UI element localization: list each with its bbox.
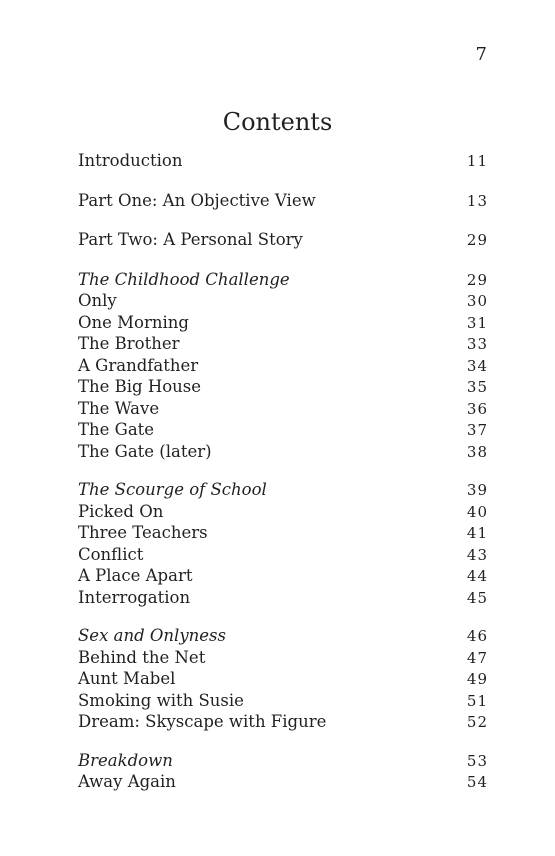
toc-entry-label: A Grandfather (78, 355, 199, 375)
toc-entry-a-grandfather[interactable] (78, 355, 488, 377)
toc-section-sex-and-onlyness[interactable] (78, 625, 488, 647)
table-of-contents (78, 150, 488, 793)
toc-entry-the-brother[interactable] (78, 333, 488, 355)
toc-entry-label: The Brother (78, 334, 180, 353)
toc-entry-label: Only (78, 291, 117, 310)
toc-entry-label: Introduction (78, 151, 183, 170)
section-spacer (78, 608, 488, 625)
toc-entry-label: Interrogation (78, 587, 191, 607)
toc-entry-page: 38 (466, 442, 488, 461)
toc-entry-page: 40 (466, 502, 488, 521)
toc-section-label: The Scourge of School (78, 480, 267, 499)
toc-entry-page: 36 (466, 399, 488, 418)
toc-entry-page: 29 (466, 231, 488, 249)
section-spacer (78, 251, 488, 269)
toc-entry-dream-skyscape[interactable] (78, 711, 488, 733)
toc-entry-label: Conflict (78, 544, 144, 564)
toc-section-breakdown[interactable] (78, 750, 488, 772)
toc-entry-interrogation[interactable] (78, 587, 488, 609)
toc-entry-only[interactable] (78, 290, 488, 312)
toc-entry-label: Picked On (78, 501, 164, 521)
toc-entry-page: 29 (466, 270, 488, 289)
section-spacer (78, 172, 488, 190)
toc-entry-page: 41 (466, 524, 488, 542)
toc-section-childhood-challenge[interactable] (78, 269, 488, 291)
toc-entry-page: 39 (466, 481, 488, 499)
toc-entry-label: Three Teachers (78, 523, 208, 542)
toc-entry-page: 54 (466, 773, 488, 791)
toc-section-scourge-of-school[interactable] (78, 479, 488, 501)
toc-entry-label: Smoking with Susie (78, 690, 244, 710)
toc-entry-three-teachers[interactable] (78, 522, 488, 544)
toc-entry-page: 45 (466, 588, 488, 607)
toc-entry-page: 49 (466, 670, 488, 688)
toc-section-label: Sex and Onlyness (78, 626, 226, 645)
toc-entry-page: 31 (466, 313, 488, 332)
toc-entry-page: 51 (466, 691, 488, 710)
toc-entry-one-morning[interactable] (78, 312, 488, 334)
toc-entry-label: Dream: Skyscape with Figure (78, 712, 327, 731)
section-spacer (78, 211, 488, 229)
toc-entry-page: 47 (466, 648, 488, 667)
toc-entry-label: A Place Apart (78, 566, 193, 585)
toc-entry-page: 33 (466, 335, 488, 353)
toc-entry-a-place-apart[interactable] (78, 565, 488, 587)
toc-entry-label: Part One: An Objective View (78, 190, 316, 210)
toc-entry-label: The Gate (later) (78, 441, 212, 461)
toc-entry-part-two[interactable] (78, 229, 488, 251)
toc-entry-the-big-house[interactable] (78, 376, 488, 398)
section-spacer (78, 462, 488, 479)
toc-entry-page: 52 (466, 713, 488, 731)
toc-entry-label: One Morning (78, 312, 189, 332)
toc-entry-page: 34 (466, 356, 488, 375)
toc-entry-behind-the-net[interactable] (78, 647, 488, 669)
toc-entry-page: 46 (466, 627, 488, 645)
page-number: 7 (475, 44, 487, 65)
toc-entry-the-gate-later[interactable] (78, 441, 488, 463)
toc-entry-page: 53 (466, 751, 488, 770)
toc-entry-label: Aunt Mabel (78, 669, 176, 688)
toc-entry-introduction[interactable] (78, 150, 488, 172)
toc-entry-page: 35 (466, 378, 488, 396)
toc-entry-label: Part Two: A Personal Story (78, 230, 303, 249)
toc-entry-label: Away Again (78, 772, 176, 791)
toc-entry-smoking-with-susie[interactable] (78, 690, 488, 712)
toc-entry-away-again[interactable] (78, 771, 488, 793)
toc-section-label: Breakdown (78, 750, 173, 770)
toc-entry-page: 13 (466, 191, 488, 210)
toc-entry-page: 11 (466, 152, 488, 170)
toc-entry-picked-on[interactable] (78, 501, 488, 523)
section-spacer (78, 733, 488, 750)
toc-entry-aunt-mabel[interactable] (78, 668, 488, 690)
toc-entry-label: Behind the Net (78, 647, 206, 667)
toc-entry-the-wave[interactable] (78, 398, 488, 420)
toc-entry-the-gate[interactable] (78, 419, 488, 441)
toc-entry-page: 44 (466, 567, 488, 585)
toc-entry-label: The Big House (78, 377, 202, 396)
page-title: Contents (222, 108, 333, 136)
toc-entry-conflict[interactable] (78, 544, 488, 566)
toc-entry-page: 37 (466, 421, 488, 439)
toc-entry-page: 30 (466, 292, 488, 310)
toc-entry-page: 43 (466, 545, 488, 564)
toc-entry-part-one[interactable] (78, 190, 488, 212)
toc-entry-label: The Gate (78, 420, 155, 439)
toc-entry-label: The Wave (78, 398, 160, 418)
toc-section-label: The Childhood Challenge (78, 269, 290, 289)
